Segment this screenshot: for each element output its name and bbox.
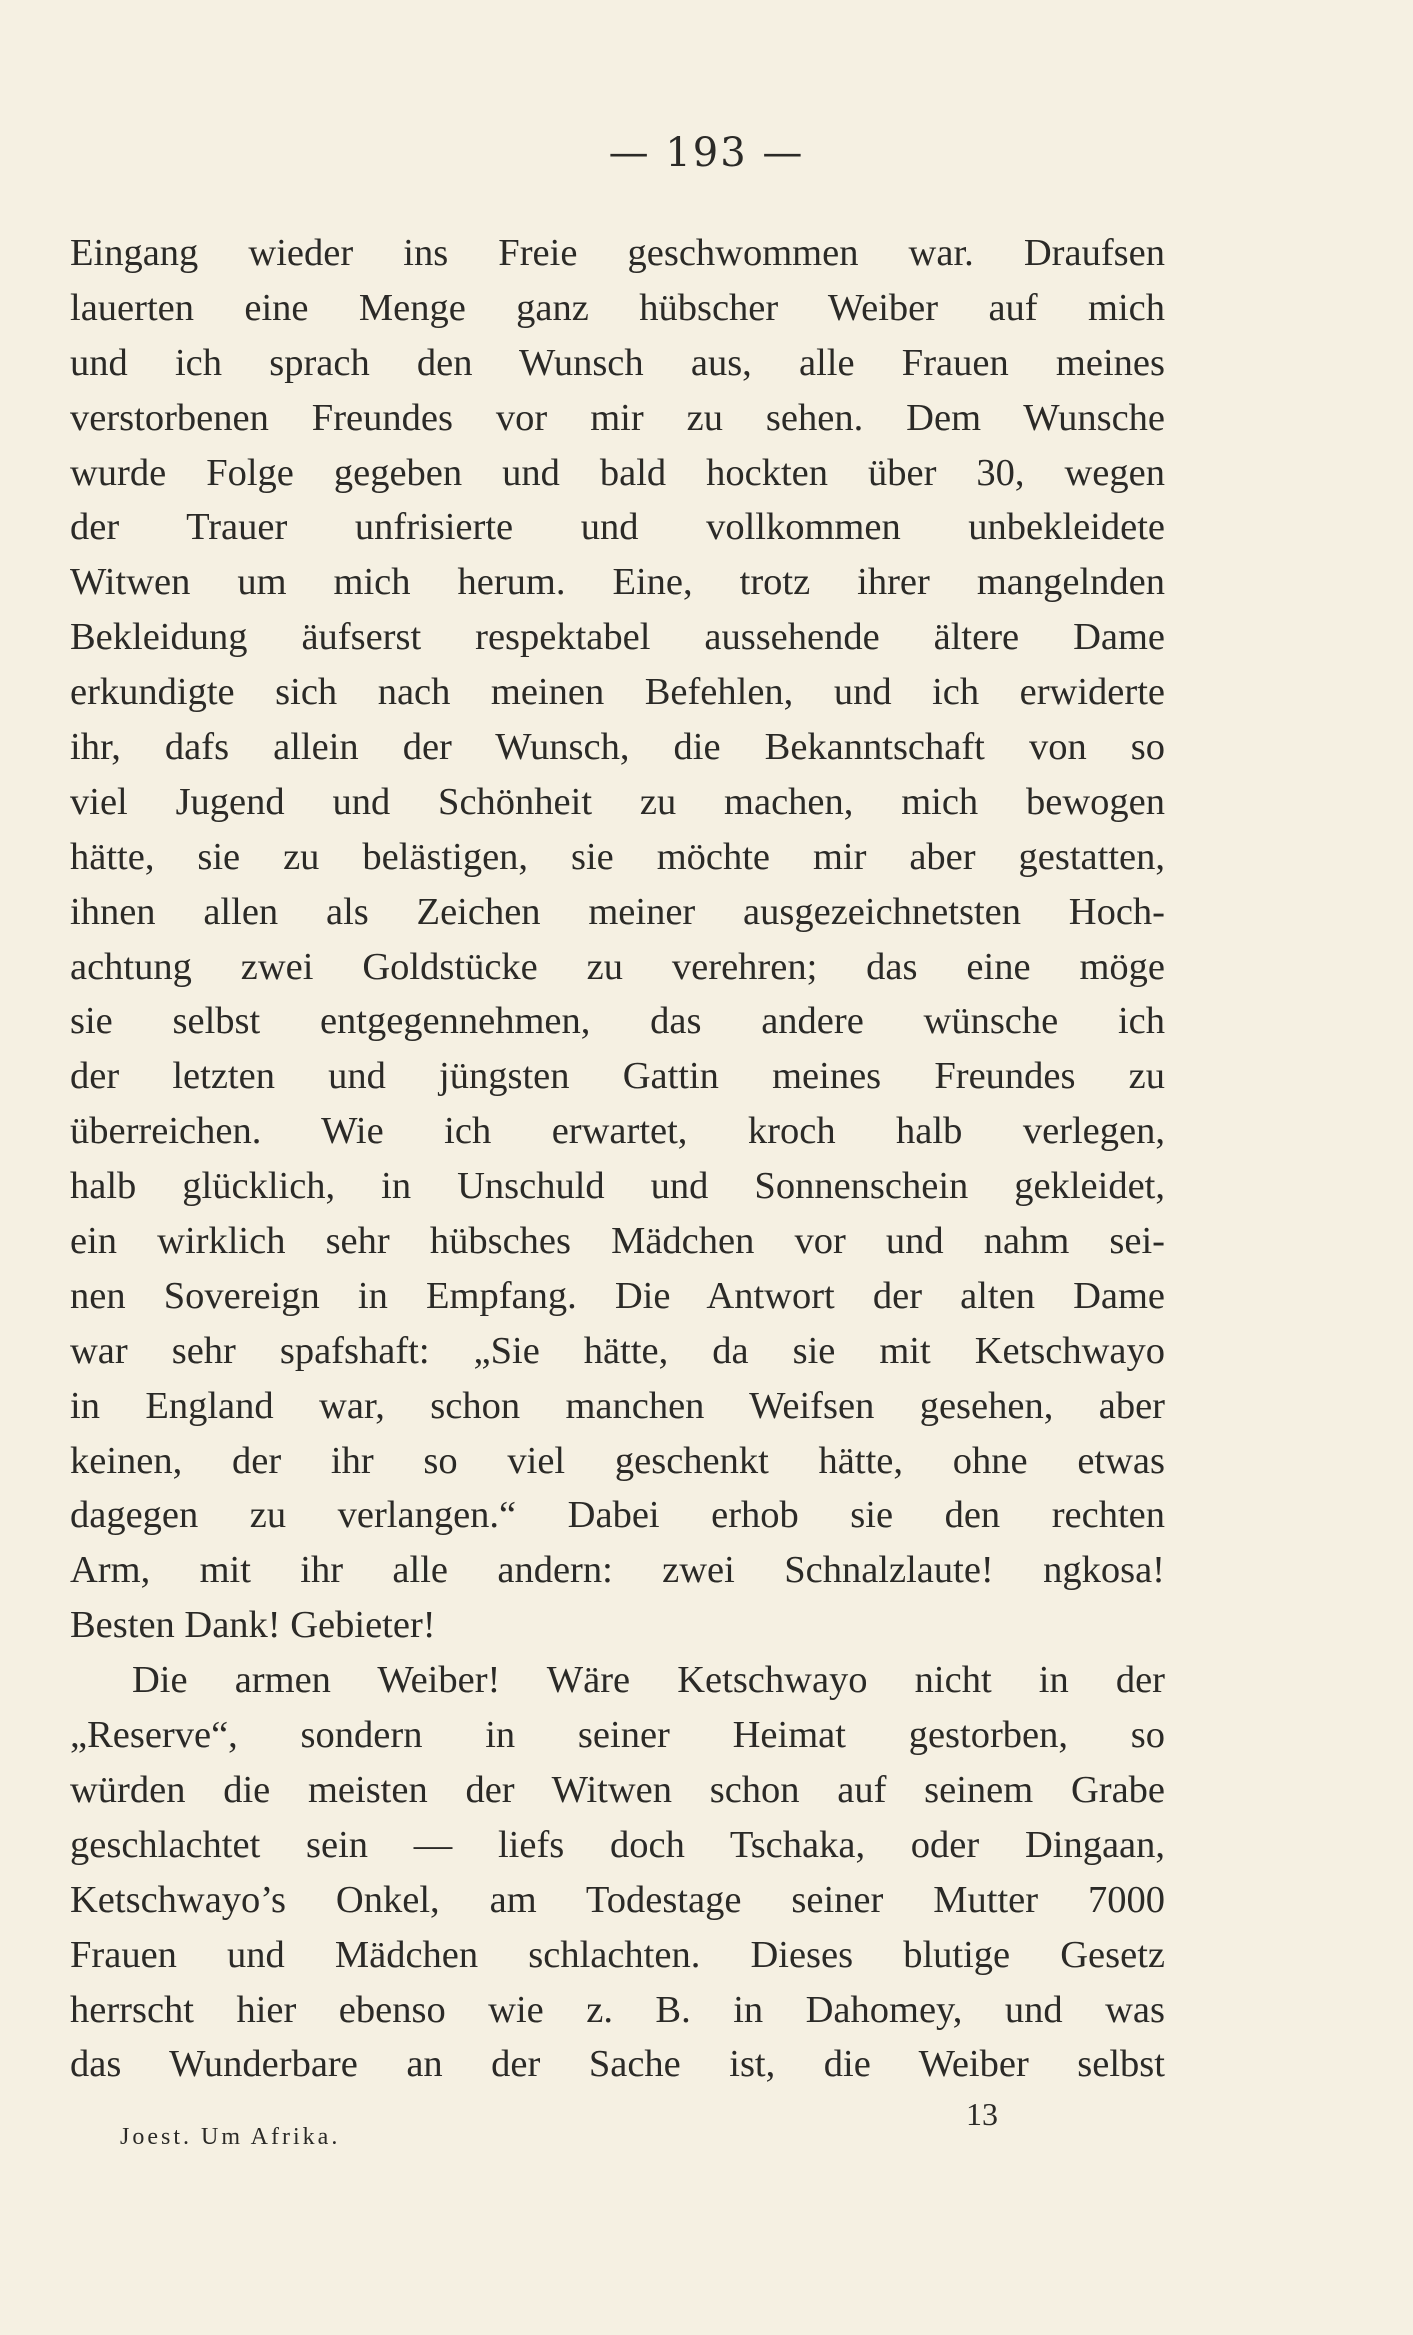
text-line: Bekleidung äufserst respektabel aussehende ältere Dame — [70, 616, 1165, 659]
text-line: hätte, sie zu belästigen, sie möchte mir aber gestatten, — [70, 835, 1165, 878]
footer-signature: Joest. Um Afrika. — [120, 2124, 341, 2150]
text-line: und ich sprach den Wunsch aus, alle Frauen meines — [70, 341, 1165, 384]
text-line: dagegen zu verlangen.“ Dabei erhob sie den rechten — [70, 1494, 1165, 1537]
text-line: wurde Folge gegeben und bald hockten über 30, wegen — [70, 451, 1165, 494]
page-number-header: — 193 — — [608, 130, 805, 176]
text-line: Eingang wieder ins Freie geschwommen war. Draufsen — [70, 232, 1165, 274]
text-line: nen Sovereign in Empfang. Die Antwort der alten Dame — [70, 1274, 1165, 1317]
text-line: Witwen um mich herum. Eine, trotz ihrer mangelnden — [70, 561, 1165, 604]
text-line: Arm, mit ihr alle andern: zwei Schnalzlaute! ngkosa! — [70, 1549, 1165, 1592]
text-line: sie selbst entgegennehmen, das andere wünsche ich — [70, 1000, 1165, 1043]
page-footer — [70, 2096, 1165, 2156]
text-line: „Reserve“, sondern in seiner Heimat gestorben, so — [70, 1714, 1165, 1757]
text-line: Besten Dank! Gebieter! — [70, 1604, 436, 1647]
text-line: Ketschwayo’s Onkel, am Todestage seiner Mutter 7000 — [70, 1878, 1165, 1921]
text-line: geschlachtet sein — liefs doch Tschaka, oder Dingaan, — [70, 1823, 1165, 1866]
text-line: war sehr spafshaft: „Sie hätte, da sie mit Ketschwayo — [70, 1329, 1165, 1372]
text-line: keinen, der ihr so viel geschenkt hätte, ohne etwas — [70, 1439, 1165, 1482]
sheet-number: 13 — [966, 2096, 998, 2132]
text-line: ihnen allen als Zeichen meiner ausgezeichnetsten Hoch- — [70, 890, 1165, 933]
body-text — [70, 226, 1165, 2092]
text-line: ein wirklich sehr hübsches Mädchen vor und nahm sei- — [70, 1220, 1165, 1263]
text-line: verstorbenen Freundes vor mir zu sehen. Dem Wunsche — [70, 396, 1165, 439]
text-line: ihr, dafs allein der Wunsch, die Bekanntschaft von so — [70, 726, 1165, 769]
text-line: überreichen. Wie ich erwartet, kroch halb verlegen, — [70, 1110, 1165, 1153]
text-line: in England war, schon manchen Weifsen gesehen, aber — [70, 1384, 1165, 1427]
text-line: Frauen und Mädchen schlachten. Dieses blutige Gesetz — [70, 1933, 1165, 1976]
text-line: herrscht hier ebenso wie z. B. in Dahomey, und was — [70, 1988, 1165, 2031]
text-line: viel Jugend und Schönheit zu machen, mich bewogen — [70, 780, 1165, 823]
text-line: das Wunderbare an der Sache ist, die Weiber selbst — [70, 2043, 1165, 2086]
text-line: der Trauer unfrisierte und vollkommen unbekleidete — [70, 506, 1165, 549]
text-line: lauerten eine Menge ganz hübscher Weiber auf mich — [70, 286, 1165, 329]
text-line: würden die meisten der Witwen schon auf seinem Grabe — [70, 1768, 1165, 1811]
text-line: halb glücklich, in Unschuld und Sonnenschein gekleidet, — [70, 1165, 1165, 1208]
text-line: erkundigte sich nach meinen Befehlen, und ich erwiderte — [70, 671, 1165, 714]
text-line: der letzten und jüngsten Gattin meines Freundes zu — [70, 1055, 1165, 1098]
text-line: achtung zwei Goldstücke zu verehren; das eine möge — [70, 945, 1165, 988]
text-line: Die armen Weiber! Wäre Ketschwayo nicht in der — [132, 1659, 1165, 1702]
